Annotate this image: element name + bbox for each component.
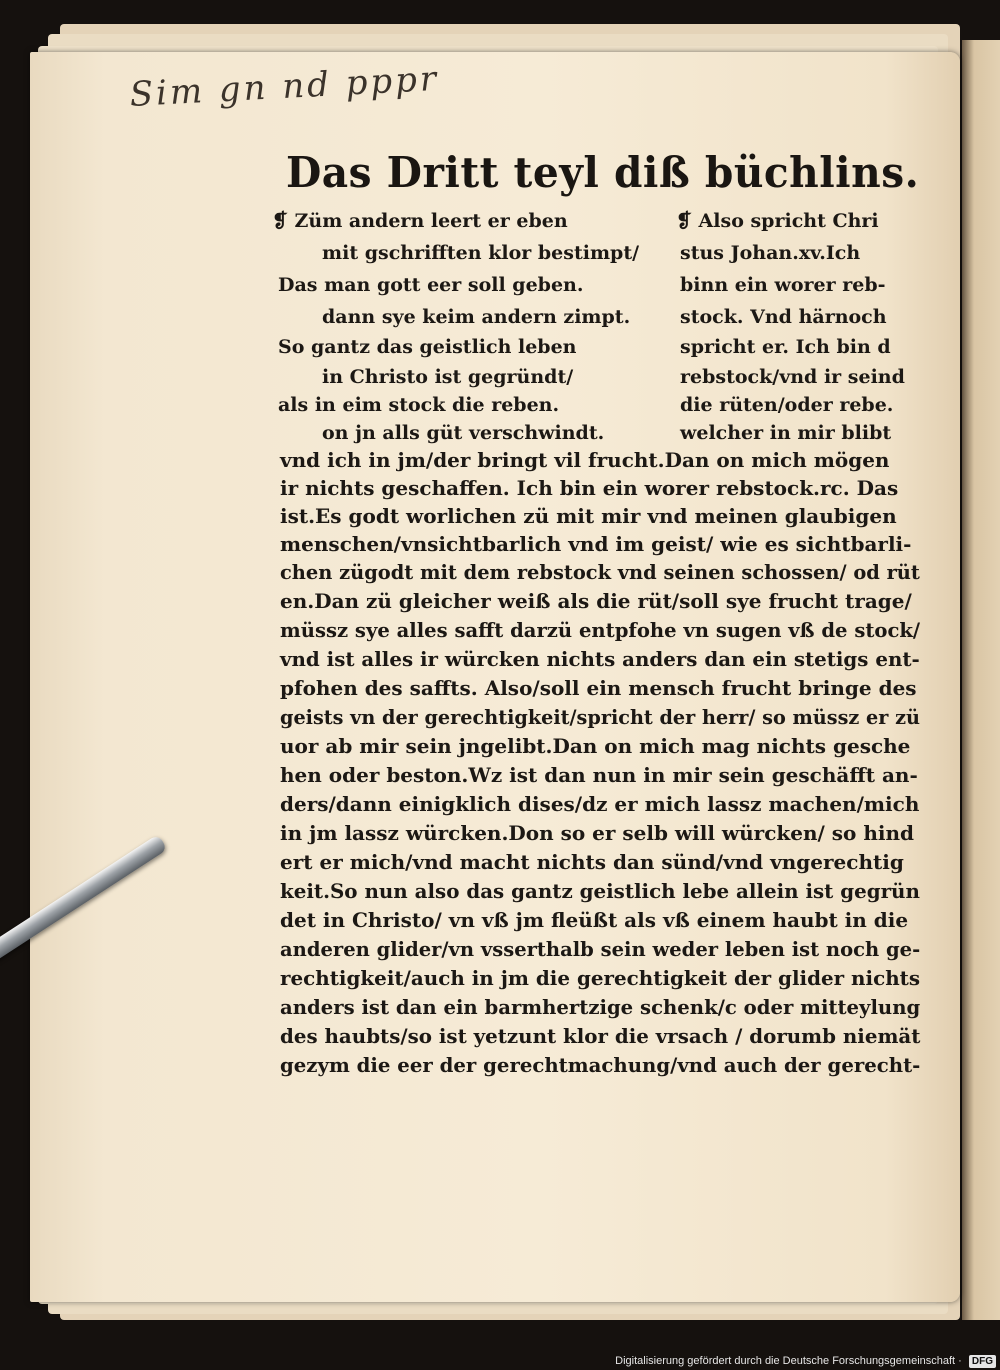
verse-line: dann sye keim andern zimpt.	[322, 306, 631, 328]
dfg-logo: DFG	[969, 1355, 996, 1368]
body-line: uor ab mir sein jngelibt.Dan on mich mag nichts gesche	[280, 734, 911, 758]
body-line: ir nichts geschaffen. Ich bin ein worer rebstock.rc. Das	[280, 476, 899, 500]
handwritten-annotation: Sim gn nd pppr	[128, 58, 441, 115]
body-line: in jm lassz würcken.Don so er selb will würcken/ so hind	[280, 821, 914, 845]
body-line: det in Christo/ vn vß jm fleüßt als vß einem haubt in die	[280, 908, 909, 932]
body-line: müssz sye alles safft darzü entpfohe vn sugen vß de stock/	[280, 618, 921, 642]
body-line: vnd ist alles ir würcken nichts anders dan ein stetigs ent-	[280, 647, 920, 671]
gloss-line: ❡ Also spricht Chri	[676, 210, 879, 232]
body-line: ert er mich/vnd macht nichts dan sünd/vnd vngerechtig	[280, 850, 904, 874]
body-line: anders ist dan ein barmhertzige schenk/c oder mitteylung	[280, 995, 921, 1019]
verse-line: on jn alls güt verschwindt.	[322, 422, 605, 444]
verse-line: mit gschrifften klor bestimpt/	[322, 242, 640, 264]
verse-line: in Christo ist gegründt/	[322, 366, 574, 388]
body-line: hen oder beston.Wz ist dan nun in mir sein geschäfft an-	[280, 763, 918, 787]
footer-credit: Digitalisierung gefördert durch die Deutsche Forschungsgemeinschaft ·	[615, 1355, 962, 1367]
verse-line: ❡ Züm andern leert er eben	[272, 210, 568, 232]
body-line: geists vn der gerechtigkeit/spricht der herr/ so müssz er zü	[280, 705, 920, 729]
gloss-line: rebstock/vnd ir seind	[680, 366, 905, 388]
body-line: rechtigkeit/auch in jm die gerechtigkeit der glider nichts	[280, 966, 921, 990]
body-line: pfohen des saffts. Also/soll ein mensch frucht bringe des	[280, 676, 917, 700]
body-line: des haubts/so ist yetzunt klor die vrsach / dorumb niemät	[280, 1024, 921, 1048]
body-line: vnd ich in jm/der bringt vil frucht.Dan on mich mögen	[280, 448, 890, 472]
body-line: en.Dan zü gleicher weiß als die rüt/soll sye frucht trage/	[280, 589, 912, 613]
body-line: ders/dann einigklich dises/dz er mich lassz machen/mich	[280, 792, 920, 816]
verse-line: So gantz das geistlich leben	[278, 336, 577, 358]
facing-page-edge	[962, 40, 1000, 1320]
gloss-line: die rüten/oder rebe.	[680, 394, 894, 416]
gloss-line: stock. Vnd härnoch	[680, 306, 887, 328]
body-line: keit.So nun also das gantz geistlich lebe allein ist gegrün	[280, 879, 920, 903]
gloss-line: welcher in mir blibt	[680, 422, 892, 444]
body-line: ist.Es godt worlichen zü mit mir vnd meinen glaubigen	[280, 504, 897, 528]
gloss-line: binn ein worer reb-	[680, 274, 886, 296]
body-line: menschen/vnsichtbarlich vnd im geist/ wie es sichtbarli-	[280, 532, 912, 556]
page-title: Das Dritt teyl diß büchlins.	[286, 148, 920, 197]
digitization-footer	[560, 1352, 996, 1370]
gloss-line: spricht er. Ich bin d	[680, 336, 891, 358]
body-line: chen zügodt mit dem rebstock vnd seinen schossen/ od rüt	[280, 560, 920, 584]
body-line: gezym die eer der gerechtmachung/vnd auch der gerecht-	[280, 1053, 921, 1077]
body-line: anderen glider/vn vsserthalb sein weder leben ist noch ge-	[280, 937, 921, 961]
verse-line: Das man gott eer soll geben.	[278, 274, 584, 296]
verse-line: als in eim stock die reben.	[278, 394, 560, 416]
gloss-line: stus Johan.xv.Ich	[680, 242, 861, 264]
